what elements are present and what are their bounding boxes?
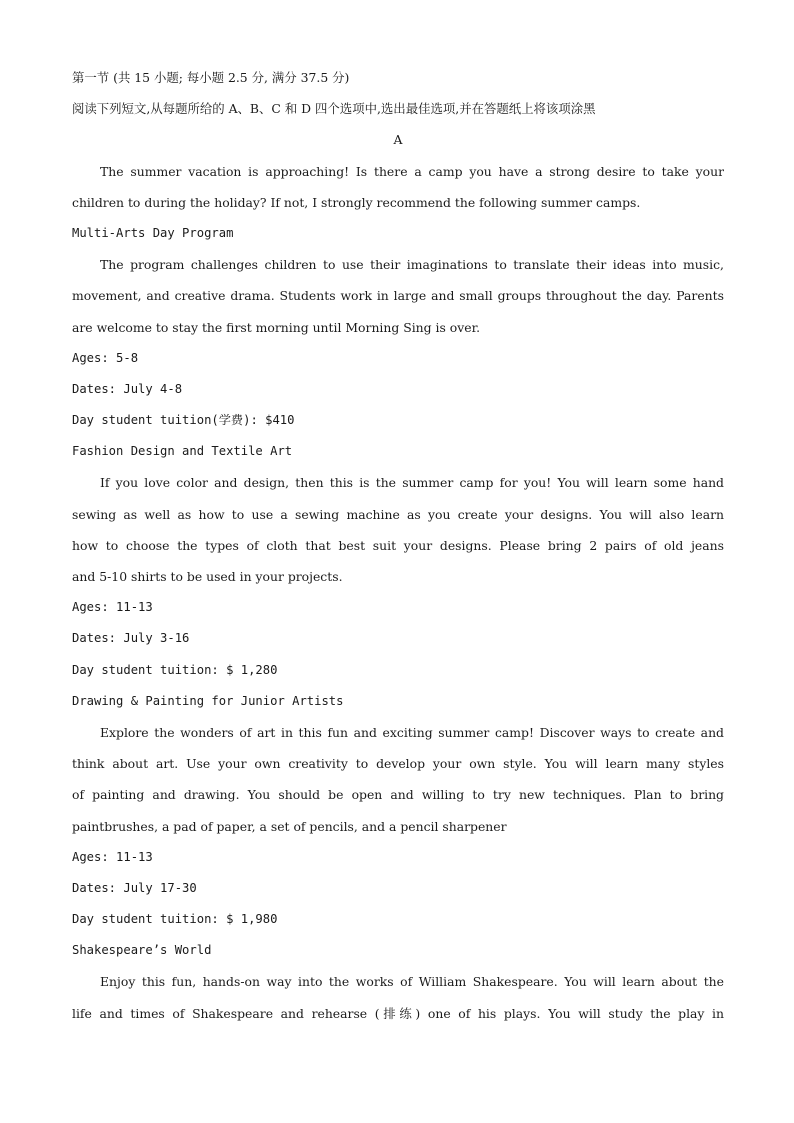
- camp-title: Drawing & Painting for Junior Artists: [72, 693, 344, 708]
- camp-title: Fashion Design and Textile Art: [72, 444, 293, 459]
- camp-ages: Ages: 11-13: [72, 600, 153, 615]
- document-page: [72, 62, 724, 1029]
- camp-title: Multi-Arts Day Program: [72, 225, 234, 240]
- camp-description-line: Explore the wonders of art in this fun and exciting summer camp! Discover ways to create and: [100, 724, 724, 740]
- camp-dates: Dates: July 17-30: [72, 880, 197, 895]
- intro-line: children to during the holiday? If not, I strongly recommend the following summer camps.: [72, 194, 641, 210]
- instruction-text: 阅读下列短文,从每题所给的 A、B、C 和 D 四个选项中,选出最佳选项,并在答题纸上将该项涂黑: [72, 101, 596, 117]
- camp-title: Shakespeare’s World: [72, 943, 212, 958]
- camp-description-line: movement, and creative drama. Students work in large and small groups throughout the day. Parents: [72, 288, 724, 304]
- camp-description-line: life and times of Shakespeare and rehearse (排练) one of his plays. You will study the play in: [72, 1005, 724, 1021]
- camp-tuition: Day student tuition: $ 1,280: [72, 662, 278, 677]
- camp-ages: Ages: 5-8: [72, 350, 139, 365]
- passage-label: A: [393, 132, 403, 148]
- camp-ages: Ages: 11-13: [72, 849, 153, 864]
- camp-description-line: sewing as well as how to use a sewing machine as you create your designs. You will also learn: [72, 506, 724, 522]
- camp-description-line: Enjoy this fun, hands-on way into the works of William Shakespeare. You will learn about the: [100, 974, 724, 990]
- camp-description-line: think about art. Use your own creativity to develop your own style. You will learn many styles: [72, 756, 724, 772]
- camp-description-line: and 5-10 shirts to be used in your projects.: [72, 569, 343, 584]
- camp-description-line: paintbrushes, a pad of paper, a set of pencils, and a pencil sharpener: [72, 818, 507, 834]
- camp-dates: Dates: July 4-8: [72, 381, 183, 396]
- camp-description-line: are welcome to stay the first morning until Morning Sing is over.: [72, 319, 481, 335]
- camp-description-line: of painting and drawing. You should be open and willing to try new techniques. Plan to bring: [72, 787, 724, 803]
- intro-line: The summer vacation is approaching! Is there a camp you have a strong desire to take your: [100, 163, 724, 179]
- camp-description-line: The program challenges children to use their imaginations to translate their ideas into music,: [100, 257, 724, 273]
- camp-description-line: how to choose the types of cloth that best suit your designs. Please bring 2 pairs of old jeans: [72, 537, 724, 553]
- camp-tuition: Day student tuition(学费): $410: [72, 413, 295, 428]
- section-title: 第一节 (共 15 小题; 每小题 2.5 分, 满分 37.5 分): [72, 70, 350, 85]
- camp-dates: Dates: July 3-16: [72, 631, 190, 646]
- camp-description-line: If you love color and design, then this is the summer camp for you! You will learn some hand: [100, 475, 724, 491]
- camp-tuition: Day student tuition: $ 1,980: [72, 912, 278, 927]
